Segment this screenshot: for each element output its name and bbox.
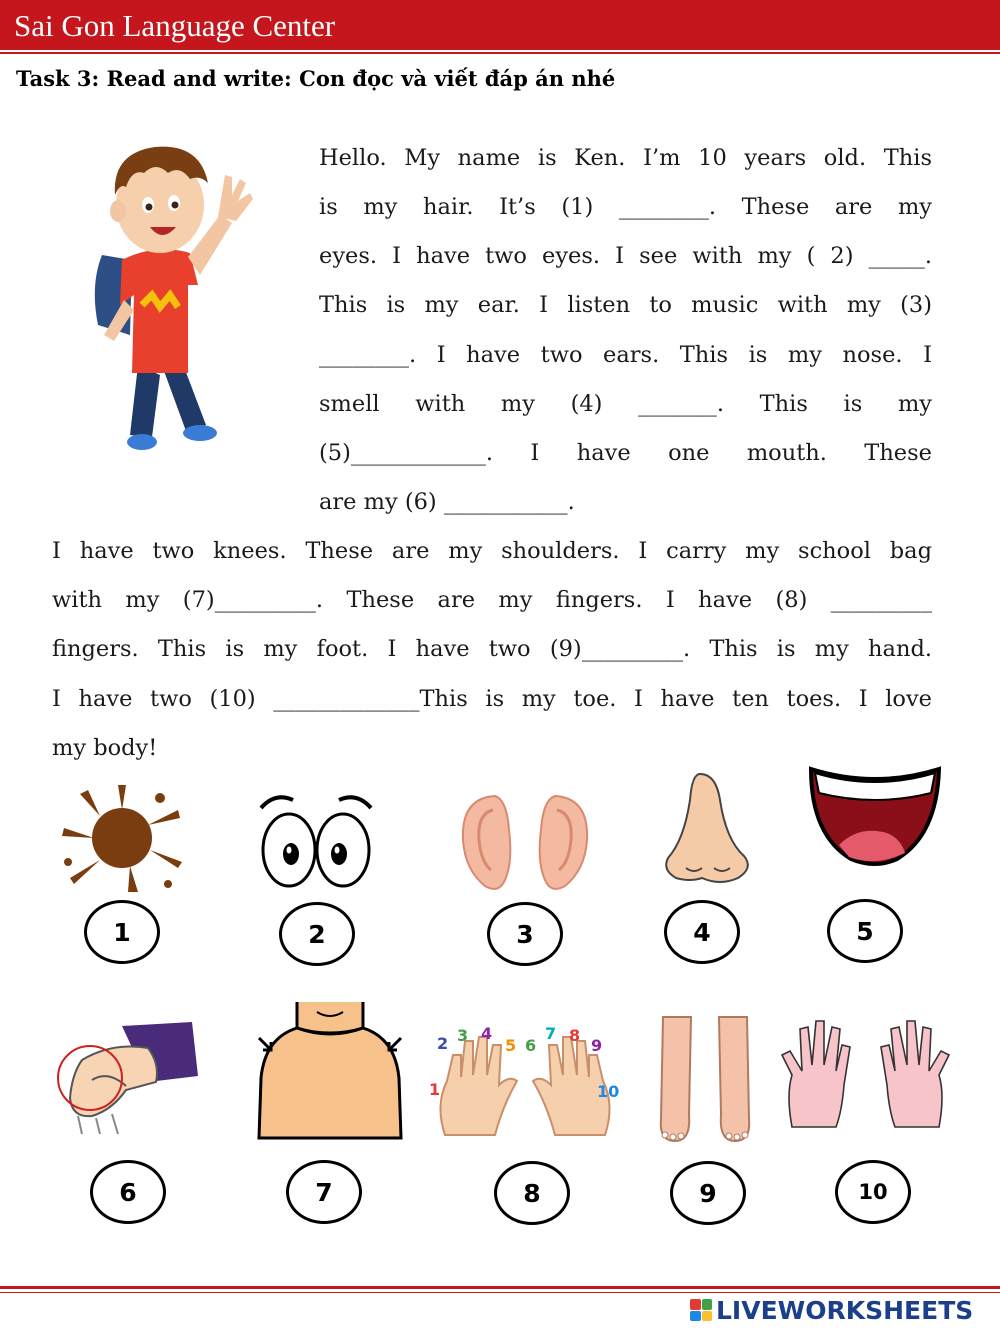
center-name: Sai Gon Language Center — [14, 8, 336, 43]
svg-text:2: 2 — [437, 1034, 449, 1053]
svg-text:8: 8 — [569, 1026, 581, 1045]
svg-text:9: 9 — [591, 1036, 603, 1055]
fingers-icon — [425, 1025, 625, 1140]
knees-icon — [52, 1020, 202, 1138]
hands-icon — [778, 1015, 953, 1130]
passage-line: Hello. My name is Ken. I’m 10 years old. This — [319, 145, 932, 171]
svg-text:1: 1 — [429, 1080, 441, 1099]
picture-number-5: 5 — [827, 899, 903, 963]
task-title: Task 3: Read and write: Con đọc và viết đáp án nhé — [16, 66, 616, 91]
logo-text: LIVEWORKSHEETS — [716, 1295, 974, 1325]
passage-line: I have two (10) _____________This is my toe. I have ten toes. I love — [52, 686, 932, 712]
footer-divider — [0, 1286, 1000, 1289]
header-divider — [0, 52, 1000, 54]
svg-text:7: 7 — [545, 1025, 557, 1043]
picture-number-6: 6 — [90, 1160, 166, 1224]
mouth-icon — [805, 755, 945, 870]
nose-icon — [660, 770, 755, 890]
picture-number-1: 1 — [84, 900, 160, 964]
ears-icon — [455, 790, 595, 895]
eyes-icon — [253, 790, 378, 890]
svg-text:6: 6 — [525, 1036, 537, 1055]
passage-line: fingers. This is my foot. I have two (9)_________. This is my hand. — [52, 636, 932, 662]
picture-number-2: 2 — [279, 902, 355, 966]
picture-number-8: 8 — [494, 1161, 570, 1225]
boy-illustration — [60, 135, 270, 460]
picture-number-9: 9 — [670, 1161, 746, 1225]
passage-line: my body! — [52, 735, 158, 761]
picture-number-3: 3 — [487, 902, 563, 966]
svg-text:3: 3 — [457, 1026, 469, 1045]
footer-divider-thin — [0, 1292, 1000, 1293]
picture-number-4: 4 — [664, 900, 740, 964]
passage-line: This is my ear. I listen to music with my (3) — [319, 292, 932, 318]
svg-text:10: 10 — [597, 1082, 620, 1101]
passage-line: I have two knees. These are my shoulders. I carry my school bag — [52, 538, 932, 564]
passage-line: with my (7)_________. These are my fingers. I have (8) _________ — [52, 587, 932, 613]
svg-text:5: 5 — [505, 1036, 517, 1055]
hair-splash-icon — [60, 780, 185, 895]
svg-text:4: 4 — [481, 1025, 493, 1043]
shoulders-icon — [255, 998, 405, 1150]
passage-line: smell with my (4) _______. This is my — [319, 391, 932, 417]
passage-line: is my hair. It’s (1) ________. These are my — [319, 194, 932, 220]
picture-number-10: 10 — [835, 1160, 911, 1224]
liveworksheets-logo — [690, 1294, 973, 1326]
picture-number-7: 7 — [286, 1160, 362, 1224]
logo-squares-icon — [690, 1299, 712, 1321]
passage-line: (5)____________. I have one mouth. These — [319, 440, 932, 466]
passage-line: ________. I have two ears. This is my nose. I — [319, 342, 932, 368]
feet-icon — [655, 1015, 755, 1145]
passage-line: are my (6) ___________. — [319, 489, 575, 515]
passage-line: eyes. I have two eyes. I see with my ( 2) _____. — [319, 243, 932, 269]
